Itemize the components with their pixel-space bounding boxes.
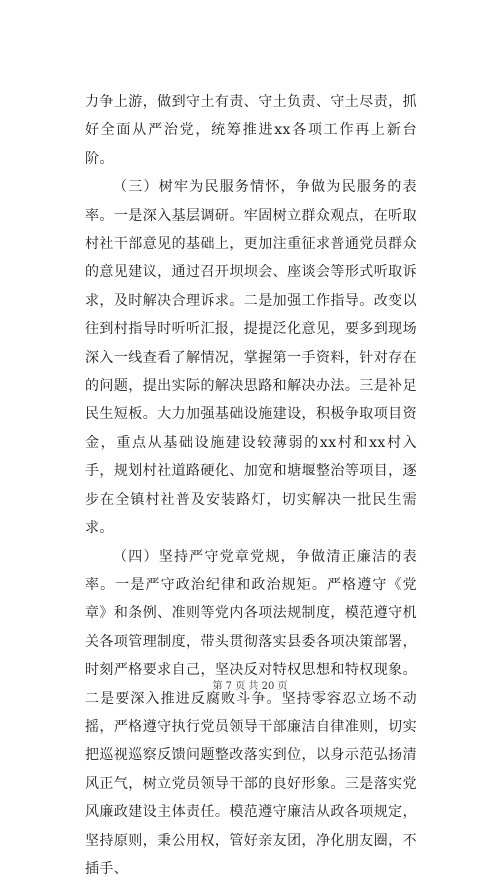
paragraph-continuation: 力争上游，做到守土有责、守土负责、守土尽责，抓好全面从严治党，统筹推进xx各项工作再上新台阶。 xyxy=(85,88,417,173)
document-body xyxy=(85,88,417,883)
paragraph-section-4: （四）坚持严守党章党规，争做清正廉洁的表率。一是严守政治纪律和政治规矩。严格遵守《党章》和条例、准则等党内各项法规制度，模范遵守机关各项管理制度，带头贯彻落实县委各项决策部署，时刻严格要求自己，坚决反对特权思想和特权现象。二是要深入推进反腐败斗争。坚持零容忍立场不动摇，严格遵守执行党员领导干部廉洁自律准则，切实把巡视巡察反馈问题整改落实到位，以身示范弘扬清风正气，树立党员领导干部的良好形象。三是落实党风廉政建设主体责任。模范遵守廉洁从政各项规定，坚持原则，秉公用权，管好亲友团，净化朋友圈，不插手、 xyxy=(85,543,417,883)
paragraph-section-3: （三）树牢为民服务情怀，争做为民服务的表率。一是深入基层调研。牢固树立群众观点，在听取村社干部意见的基础上，更加注重征求普通党员群众的意见建议，通过召开坝坝会、座谈会等形式听取诉求，及时解决合理诉求。二是加强工作指导。改变以往到村指导时听听汇报，提提泛化意见，要多到现场深入一线查看了解情况，掌握第一手资料，针对存在的问题，提出实际的解决思路和解决办法。三是补足民生短板。大力加强基础设施建设，积极争取项目资金，重点从基础设施建设较薄弱的xx村和xx村入手，规划村社道路硬化、加宽和塘堰整治等项目，逐步在全镇村社普及安装路灯，切实解决一批民生需求。 xyxy=(85,173,417,542)
page-footer: 第 7 页 共 20 页 xyxy=(0,677,500,692)
